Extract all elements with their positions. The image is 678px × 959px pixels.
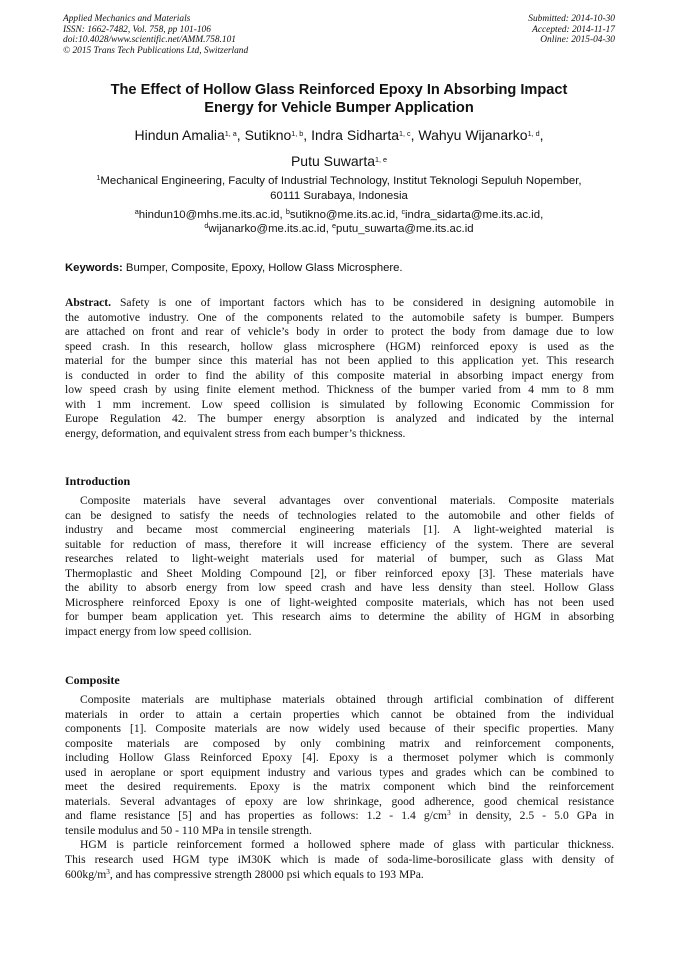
abstract [65, 296, 614, 441]
composite-line: tensile modulus and 50 - 110 MPa in tensile strength. [65, 823, 312, 837]
intro-line: suitable for reduction of mass, therefore it will increase efficiency of the system. There are several [65, 537, 614, 551]
composite-body [65, 693, 614, 882]
intro-line: industry and became most commercial engineering materials [1]. A light-weighted material is [65, 523, 614, 537]
introduction-heading: Introduction [65, 474, 131, 488]
abstract-line: material for the bumper since this material has not been applied to this application yet. This research [65, 354, 614, 368]
composite-line: meet the desired requirements. Epoxy is the matrix component which bind the reinforcement [65, 780, 614, 794]
composite-line: materials in order to attain a certain properties which cannot be obtained from the individual [65, 707, 614, 721]
abstract-line: is conducted in order to find the ability of this composite material in absorbing impact energy from [65, 368, 614, 382]
abstract-line: speed crash. In this research, hollow glass microsphere (HGM) reinforced epoxy is used as the [65, 339, 614, 353]
affiliation-line: Mechanical Engineering, Faculty of Industrial Technology, Institut Teknologi Sepuluh Nopember, [100, 175, 582, 187]
paper-title [60, 82, 618, 117]
online-date: Online: 2015-04-30 [540, 35, 615, 46]
intro-line: Microsphere reinforced Epoxy is one of light-weighted composite materials, which has not been used [65, 595, 614, 609]
journal-name: Applied Mechanics and Materials [63, 14, 191, 24]
email-address: hindun10@mhs.me.its.ac.id [138, 209, 280, 221]
intro-line: Composite materials have several advantages over conventional materials. Composite materials [80, 494, 614, 507]
email-list: $^a$hindun10@mhs.me.its.ac.id, $^b$sutikno@me.its.ac.id, $^c$indra_sidarta@me.its.ac.id, $^d$wijanarko@me.its.ac.id, $^e$putu_suwarta@me.its.ac.id [134, 207, 544, 235]
intro-line: impact energy from low speed collision. [65, 624, 252, 638]
affiliation-sup: 1 [96, 173, 101, 182]
composite-line: composite materials are composed by only combining matrix and reinforcement components, [65, 736, 614, 750]
composite-line: HGM is particle reinforcement formed a hollowed sphere made of glass with particular thickness. [80, 838, 614, 852]
email-sup: a [134, 207, 139, 216]
author-sup: 1, a [224, 129, 237, 138]
email-address: wijanarko@me.its.ac.id [208, 223, 326, 235]
copyright: © 2015 Trans Tech Publications Ltd, Switzerland [63, 45, 249, 56]
abstract-label: Abstract. [65, 296, 112, 309]
keywords-label: Keywords: [65, 262, 123, 274]
author-name: Putu Suwarta [290, 152, 376, 169]
author-sup: 1, d [527, 129, 540, 138]
composite-line-part: in density, 2.5 - 5.0 GPa in [450, 809, 614, 823]
dates-header [528, 14, 615, 46]
email-address: indra_sidarta@me.its.ac.id [405, 209, 541, 221]
abstract-line: Safety is one of important factors which has to be considered in designing automobile in [119, 296, 614, 309]
email-sup: b [285, 207, 290, 216]
author-name: Hindun Amalia [134, 127, 225, 143]
journal-header [63, 14, 248, 56]
author-name: Sutikno [244, 127, 292, 143]
composite-line [65, 868, 614, 883]
composite-line-part: 600kg/m [65, 867, 107, 881]
introduction-body [65, 494, 614, 639]
issn-volume: ISSN: 1662-7482, Vol. 758, pp 101-106 [63, 24, 211, 35]
intro-line: Thermoplastic and Sheet Molding Compound [2], or fiber reinforced epoxy [3]. These materials have [65, 566, 614, 580]
composite-line: components [1]. Composite materials are now widely used because of their specific properties. Many [65, 722, 614, 736]
abstract-line: the automotive industry. One of the components related to the automobile safety is bumper. Bumpers [65, 310, 614, 324]
abstract-line: low speed crash by using finite element method. Thickness of the bumper varied from 4 mm to 8 mm [65, 383, 614, 397]
affiliation-line: 60111 Surabaya, Indonesia [270, 189, 408, 202]
keywords [65, 261, 403, 275]
email-sup: d [204, 221, 209, 230]
composite-line: used in aeroplane or sport equipment industry and various types and grades which can be combined to [65, 765, 614, 779]
author-sup: 1, b [291, 129, 304, 138]
author-list: Hindun Amalia$^{1, a}$, Sutikno$^{1, b}$, Indra Sidharta$^{1, c}$, Wahyu Wijanarko$^{1, d}$, Putu Suwarta$^{1, e}$ [134, 127, 544, 169]
cubic-superscript: 3 [106, 867, 110, 876]
composite-line: materials. Several advantages of epoxy are low shrinkage, good adherence, good chemical resistance [65, 794, 614, 808]
email-address: putu_suwarta@me.its.ac.id [336, 223, 474, 235]
cubic-superscript: 3 [447, 809, 451, 818]
email-sup: e [332, 221, 337, 230]
abstract-line: with 1 mm increment. Low speed collision is simulated by following Economic Commission for [65, 397, 614, 411]
intro-line: can be designed to satisfy the needs of technologies related to the automobile and other fields of [65, 508, 614, 522]
composite-line-part: , and has compressive strength 28000 psi which equals to 193 MPa. [109, 867, 424, 881]
author-name: Indra Sidharta [311, 127, 400, 143]
composite-line: including Hollow Glass Reinforced Epoxy [4]. Epoxy is a thermoset polymer which is commonly [65, 751, 614, 765]
author-sup: 1, c [399, 129, 411, 138]
intro-line: researches related to light-weight materials used for material of bumper, such as Glass Mat [65, 552, 614, 566]
intro-line: for bumper beam application yet. This research aims to determine the ability of HGM in absorbing [65, 610, 614, 624]
composite-line: Composite materials are multiphase materials obtained through artificial combination of different [80, 693, 614, 706]
composite-line: This research used HGM type iM30K which is made of soda-lime-borosilicate glass with density of [65, 853, 614, 867]
composite-line [65, 809, 614, 824]
doi: doi:10.4028/www.scientific.net/AMM.758.101 [63, 35, 236, 46]
abstract-line: Europe Regulation 42. The bumper energy absorption is analyzed and indicated by the internal [65, 412, 614, 426]
composite-heading: Composite [65, 673, 120, 687]
affiliation [60, 174, 618, 203]
accepted-date: Accepted: 2014-11-17 [532, 24, 615, 35]
intro-line: the ability to absorb energy from low speed crash and have less density than steel. Hollow Glass [65, 581, 614, 595]
title-line: The Effect of Hollow Glass Reinforced Epoxy In Absorbing Impact [110, 82, 568, 98]
abstract-line: are attached on front and rear of vehicle’s body in order to protect the body from damage due to low [65, 325, 614, 339]
submitted-date: Submitted: 2014-10-30 [528, 14, 615, 24]
email-sup: c [401, 207, 406, 216]
email-address: sutikno@me.its.ac.id [289, 209, 396, 221]
composite-line-part: and flame resistance [5] and has properties as follows: 1.2 - 1.4 g/cm [65, 809, 448, 823]
keywords-text: Bumper, Composite, Epoxy, Hollow Glass Microsphere. [125, 262, 403, 274]
abstract-line: energy, deformation, and equivalent stress from each bumper’s thickness. [65, 426, 406, 440]
title-line: Energy for Vehicle Bumper Application [204, 99, 474, 116]
author-sup: 1, e [375, 154, 388, 164]
author-name: Wahyu Wijanarko [418, 127, 528, 143]
